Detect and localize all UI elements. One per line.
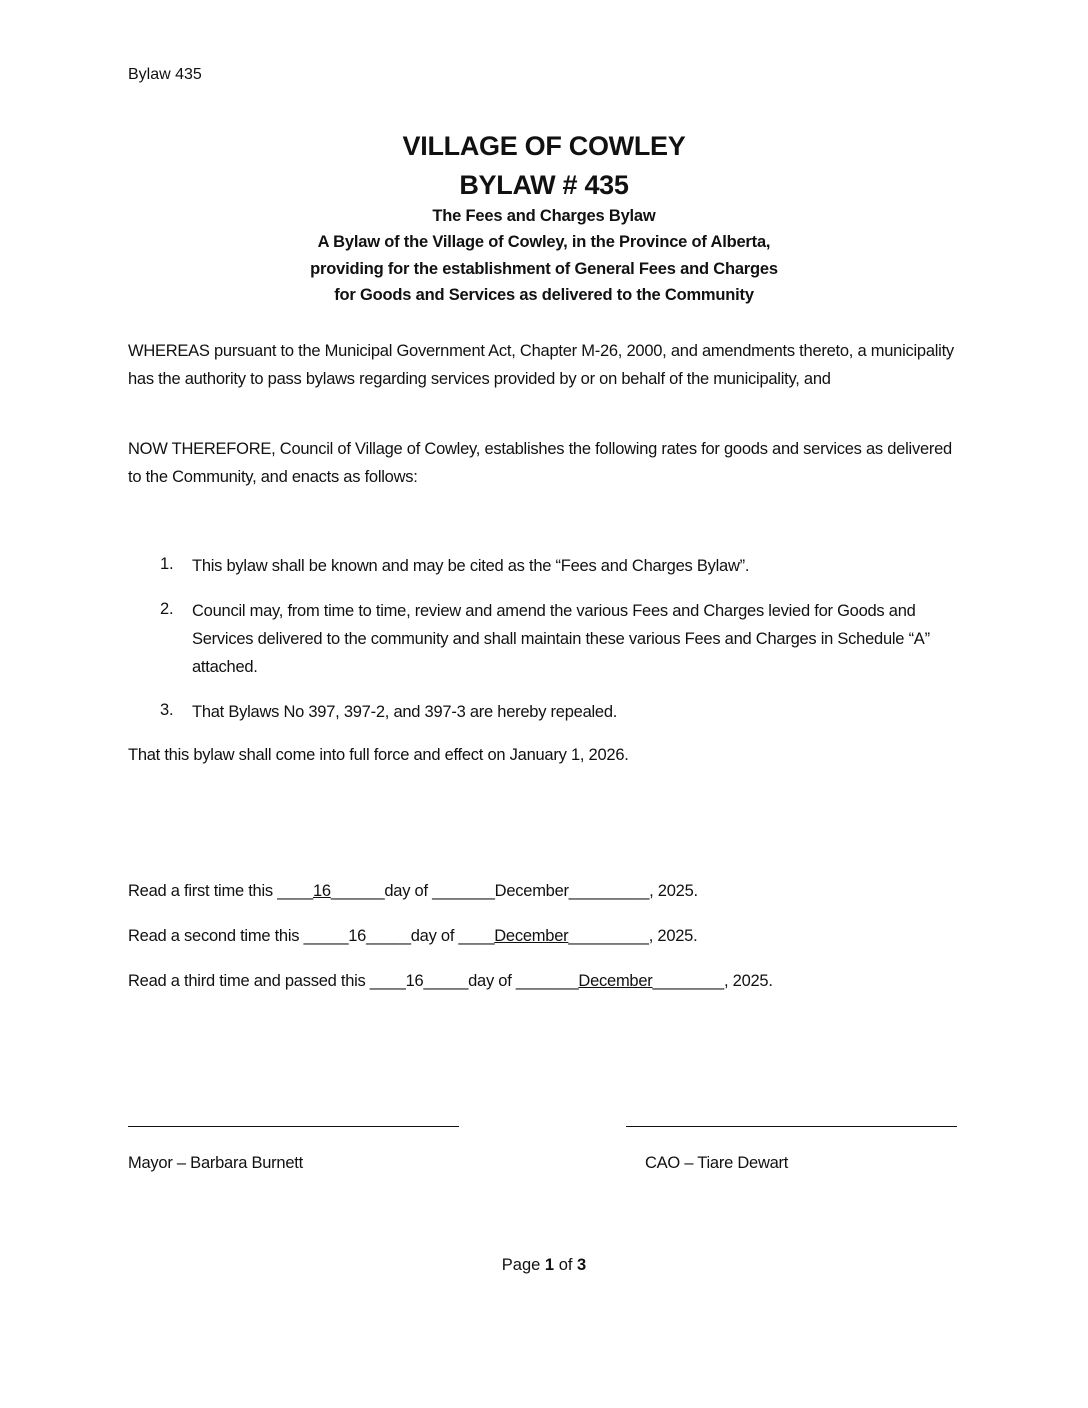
reading-day: 16 [405, 972, 424, 990]
reading-prefix: Read a first time this [128, 882, 278, 900]
reading-year: , 2025. [649, 882, 698, 900]
total-page-count: 3 [577, 1256, 587, 1274]
reading-day-of: day of [384, 882, 433, 900]
document-title-bylaw-number: BYLAW # 435 [459, 170, 629, 200]
blank-underscores: ________ [652, 972, 724, 990]
clause-text: That Bylaws No 397, 397-2, and 397-3 are hereby repealed. [192, 703, 618, 721]
mayor-signer-name: Mayor – Barbara Burnett [128, 1154, 303, 1172]
blank-underscores: ____ [369, 972, 406, 990]
cao-signer-name: CAO – Tiare Dewart [645, 1154, 789, 1172]
reading-prefix: Read a second time this [128, 927, 304, 945]
blank-underscores: _______ [515, 972, 579, 990]
second-reading-line [128, 927, 697, 946]
cao-signature-line [626, 1126, 957, 1127]
document-subtitle-line: for Goods and Services as delivered to the Community [334, 286, 754, 304]
blank-underscores: ____ [277, 882, 313, 900]
document-subtitle-line: A Bylaw of the Village of Cowley, in the Province of Alberta, [317, 233, 771, 251]
blank-underscores: ______ [330, 882, 385, 900]
reading-day: 16 [348, 927, 367, 945]
reading-month: December [494, 927, 569, 945]
reading-day-of: day of [410, 927, 459, 945]
page-label: Page [501, 1256, 541, 1274]
blank-underscores: ____ [458, 927, 495, 945]
document-subtitle-name: The Fees and Charges Bylaw [432, 207, 656, 225]
clause-text: Council may, from time to time, review and amend the various Fees and Charges levied for Goods and Services delivered to the community and shall maintain these various Fees and Charges in Schedule “A” attached. [192, 602, 930, 676]
blank-underscores: _________ [568, 882, 650, 900]
reading-year: , 2025. [723, 972, 773, 990]
blank-underscores: _______ [432, 882, 495, 900]
page-of-label: of [558, 1256, 573, 1274]
clause-number: 2. [160, 600, 174, 618]
reading-month: December [494, 882, 569, 900]
page-number-footer [0, 1256, 1088, 1275]
blank-underscores: _____ [423, 972, 469, 990]
effective-date-statement: That this bylaw shall come into full force and effect on January 1, 2026. [128, 746, 629, 764]
clause-text: This bylaw shall be known and may be cited as the “Fees and Charges Bylaw”. [192, 557, 750, 575]
blank-underscores: _____ [303, 927, 349, 945]
document-subtitle-line: providing for the establishment of General Fees and Charges [310, 260, 778, 278]
now-therefore-paragraph: NOW THEREFORE, Council of Village of Cowley, establishes the following rates for goods and services as delivered to the Community, and enacts as follows: [128, 440, 952, 486]
reading-year: , 2025. [648, 927, 698, 945]
third-reading-line [128, 972, 773, 991]
blank-underscores: _____ [366, 927, 411, 945]
current-page-number: 1 [544, 1256, 555, 1274]
reading-day-of: day of [468, 972, 516, 990]
clause-number: 3. [160, 701, 174, 719]
document-title-municipality: VILLAGE OF COWLEY [402, 131, 686, 161]
reading-prefix: Read a third time and passed this [128, 972, 370, 990]
reading-month: December [578, 972, 653, 990]
whereas-paragraph: WHEREAS pursuant to the Municipal Government Act, Chapter M-26, 2000, and amendments thereto, a municipality has the authority to pass bylaws regarding services provided by or on behalf of the municipality, and [128, 342, 954, 388]
first-reading-line [128, 882, 698, 901]
reading-day: 16 [312, 882, 331, 900]
clause-number: 1. [160, 555, 174, 573]
mayor-signature-line [128, 1126, 459, 1127]
blank-underscores: _________ [568, 927, 649, 945]
document-header-reference: Bylaw 435 [128, 66, 202, 83]
